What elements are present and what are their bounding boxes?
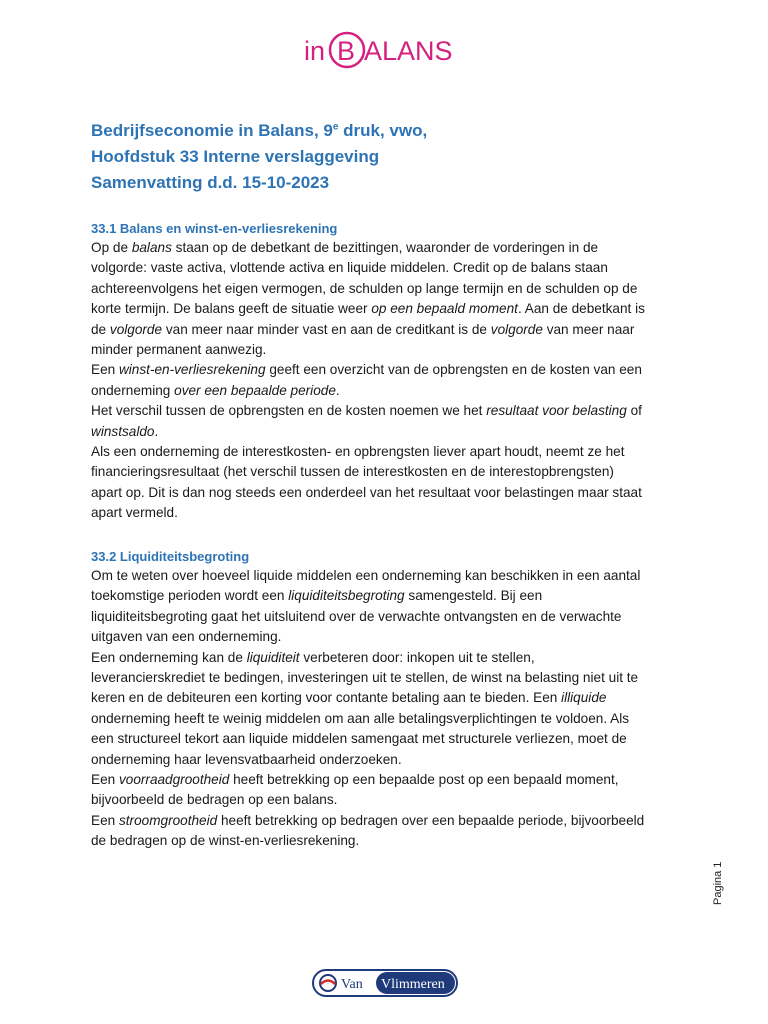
section-heading: 33.2 Liquiditeitsbegroting bbox=[91, 549, 250, 564]
italic-term: stroomgrootheid bbox=[118, 812, 218, 828]
brand-right: Vlimmeren bbox=[381, 977, 445, 992]
text-line bbox=[91, 320, 681, 340]
text-line bbox=[91, 831, 681, 851]
text-run: Een bbox=[91, 772, 119, 788]
text-run: een structureel tekort aan liquide middelen samengaat met structurele verliezen, moet de bbox=[91, 731, 627, 747]
text-line bbox=[91, 503, 681, 523]
text-run: van meer naar bbox=[542, 321, 635, 337]
italic-term: over een bepaalde periode bbox=[174, 382, 336, 398]
text-run: samengesteld. Bij een bbox=[404, 588, 543, 604]
italic-term: resultaat voor belasting bbox=[486, 403, 627, 419]
text-run: . bbox=[335, 382, 340, 398]
text-run: geeft een overzicht van de opbrengsten en de kosten van een bbox=[265, 362, 642, 378]
text-run: achtereenvolgens het eigen vermogen, de schulden op lange termijn en de schulden op de bbox=[91, 280, 638, 296]
text-run: de bedragen op de winst-en-verliesrekening. bbox=[91, 833, 360, 849]
text-run: onderneming haar levensvatbaarheid onderzoeken. bbox=[91, 751, 402, 767]
text-run: Het verschil tussen de opbrengsten en de kosten noemen we het bbox=[91, 403, 487, 419]
text-line bbox=[91, 422, 681, 442]
text-line bbox=[91, 238, 681, 258]
text-run: toekomstige perioden wordt een bbox=[91, 588, 289, 604]
title-line-2: Hoofdstuk 33 Interne verslaggeving bbox=[91, 147, 380, 166]
text-run: van meer naar minder vast en aan de creditkant is de bbox=[162, 321, 491, 337]
italic-term: winstsaldo bbox=[91, 423, 155, 439]
text-run: Een onderneming kan de bbox=[91, 649, 247, 665]
text-run: onderneming bbox=[91, 382, 175, 398]
italic-term: balans bbox=[131, 240, 172, 255]
italic-term: volgorde bbox=[490, 321, 543, 337]
italic-term: voorraadgrootheid bbox=[118, 772, 230, 788]
van-vlimmeren-mark bbox=[312, 969, 458, 997]
text-line bbox=[91, 811, 681, 831]
text-line bbox=[91, 340, 681, 360]
section-body bbox=[91, 566, 681, 852]
section-heading: 33.1 Balans en winst-en-verliesrekening bbox=[91, 221, 338, 236]
text-run: of bbox=[626, 403, 642, 419]
text-line bbox=[91, 586, 681, 606]
logo-rest: ALANS bbox=[364, 36, 453, 66]
inbalans-logo bbox=[0, 28, 768, 77]
van-vlimmeren-logo bbox=[312, 969, 458, 1002]
text-run: korte termijn. De balans geeft de situatie weer bbox=[91, 301, 372, 317]
text-line bbox=[91, 483, 681, 503]
text-run: . Aan de debetkant is bbox=[517, 301, 645, 317]
italic-term: liquiditeitsbegroting bbox=[288, 588, 405, 604]
text-run: Als een onderneming de interestkosten- en opbrengsten liever apart houdt, neemt ze het bbox=[91, 444, 625, 460]
text-run: leverancierskrediet te bedingen, investeringen uit te stellen, de winst na belasting niet uit te bbox=[91, 670, 639, 686]
text-line bbox=[91, 401, 681, 421]
text-run: volgorde: vaste activa, vlottende activa en liquide middelen. Credit op de balans staan bbox=[91, 260, 608, 276]
text-line bbox=[91, 279, 681, 299]
text-run: apart op. Dit is dan nog steeds een onderdeel van het resultaat voor belastingen maar staat bbox=[91, 484, 642, 500]
text-line bbox=[91, 627, 681, 647]
page-number-label: Pagina 1 bbox=[712, 861, 724, 905]
text-run: heeft betrekking op een bepaalde post op een bepaald moment, bbox=[229, 772, 619, 788]
text-line bbox=[91, 750, 681, 770]
logo-prefix: in bbox=[304, 36, 326, 66]
text-run: minder permanent aanwezig. bbox=[91, 342, 267, 358]
text-line bbox=[91, 381, 681, 401]
text-line bbox=[91, 607, 681, 627]
text-run: de bbox=[91, 321, 110, 337]
text-line bbox=[91, 299, 681, 319]
text-line bbox=[91, 648, 681, 668]
italic-term: illiquide bbox=[561, 690, 607, 706]
text-line bbox=[91, 790, 681, 810]
text-line bbox=[91, 566, 681, 586]
text-run: Om te weten over hoeveel liquide middelen een onderneming kan beschikken in een aantal bbox=[91, 568, 641, 583]
italic-term: liquiditeit bbox=[246, 649, 300, 665]
inbalans-logo-mark bbox=[304, 28, 464, 72]
text-run: Op de bbox=[91, 240, 132, 255]
section-balans bbox=[91, 220, 681, 524]
text-run: apart vermeld. bbox=[91, 505, 178, 521]
text-run: heeft betrekking op bedragen over een bepaalde periode, bijvoorbeeld bbox=[217, 812, 645, 828]
section-liquiditeit bbox=[91, 548, 681, 852]
text-line bbox=[91, 668, 681, 688]
text-run: verbeteren door: inkopen uit te stellen, bbox=[299, 649, 535, 665]
italic-term: op een bepaald moment bbox=[371, 301, 518, 317]
text-line bbox=[91, 770, 681, 790]
brand-left: Van bbox=[341, 977, 363, 992]
document-title bbox=[91, 118, 691, 196]
text-run: onderneming heeft te weinig middelen om aan alle betalingsverplichtingen te voldoen. Als bbox=[91, 710, 630, 726]
text-line bbox=[91, 360, 681, 380]
text-line bbox=[91, 688, 681, 708]
text-line bbox=[91, 258, 681, 278]
italic-term: winst-en-verliesrekening bbox=[118, 362, 266, 378]
text-line bbox=[91, 442, 681, 462]
logo-b: B bbox=[337, 36, 356, 66]
text-run: liquiditeitsbegroting gaat het uitsluitend over de verwachte ontvangsten en de verwachte bbox=[91, 608, 622, 624]
text-line bbox=[91, 709, 681, 729]
text-run: bijvoorbeeld de bedragen op een balans. bbox=[91, 792, 338, 808]
text-run: keren en de debiteuren een korting voor contante betaling aan te bieden. Een bbox=[91, 690, 562, 706]
text-run: . bbox=[154, 423, 159, 439]
text-run: uitgaven van een onderneming. bbox=[91, 629, 282, 645]
italic-term: volgorde bbox=[109, 321, 163, 337]
text-run: Een bbox=[91, 362, 119, 378]
text-run: staan op de debetkant de bezittingen, waaronder de vorderingen in de bbox=[171, 240, 599, 255]
title-line-3: Samenvatting d.d. 15-10-2023 bbox=[91, 173, 330, 192]
text-run: Een bbox=[91, 812, 119, 828]
text-run: financieringsresultaat (het verschil tussen de interestkosten en de interestopbrengsten) bbox=[91, 464, 614, 480]
section-body bbox=[91, 238, 681, 524]
title-line-1: Bedrijfseconomie in Balans, 9e druk, vwo, bbox=[91, 121, 428, 140]
text-line bbox=[91, 462, 681, 482]
text-line bbox=[91, 729, 681, 749]
